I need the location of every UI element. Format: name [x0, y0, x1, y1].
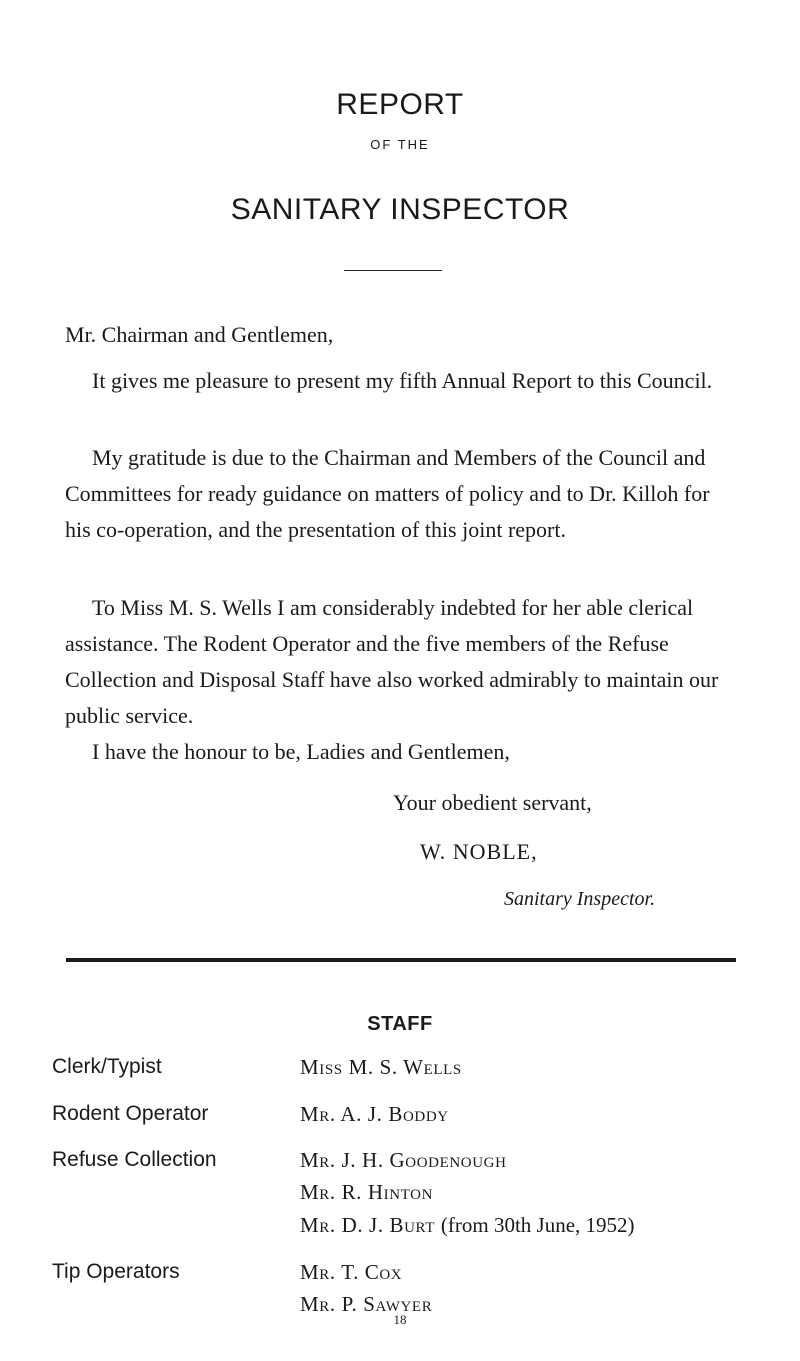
staff-role-clerk: Clerk/Typist: [52, 1055, 162, 1078]
staff-name-refuse-2: Mr. R. Hinton: [300, 1180, 434, 1204]
section-divider: [66, 958, 736, 962]
paragraph-1-text: It gives me pleasure to present my fifth Annual Report to this Council.: [92, 368, 713, 393]
signatory-title: Sanitary Inspector.: [504, 888, 656, 910]
staff-role-rodent: Rodent Operator: [52, 1102, 209, 1125]
staff-name-refuse-3: [300, 1213, 635, 1238]
title-divider: [344, 270, 442, 271]
staff-role-tip: Tip Operators: [52, 1260, 180, 1283]
staff-name-refuse-3-text: Mr. D. J. Burt: [300, 1213, 436, 1237]
paragraph-3: [65, 590, 739, 734]
salutation: Mr. Chairman and Gentlemen,: [65, 322, 334, 347]
signature: W. NOBLE,: [420, 839, 538, 864]
closing-line: I have the honour to be, Ladies and Gentlemen,: [92, 739, 510, 764]
staff-name-refuse-1: Mr. J. H. Goodenough: [300, 1148, 507, 1172]
report-heading: SANITARY INSPECTOR: [230, 193, 570, 226]
staff-name-clerk: Miss M. S. Wells: [300, 1055, 462, 1079]
paragraph-3-text: To Miss M. S. Wells I am considerably indebted for her able clerical assistance. The Rodent Operator and the five members of the Refuse Collection and Disposal Staff have also worked admirably to maintain our public service.: [65, 595, 719, 728]
report-subtitle: OF THE: [370, 137, 430, 152]
paragraph-2-text: My gratitude is due to the Chairman and Members of the Council and Committees for ready guidance on matters of policy and to Dr. Killoh for his co-operation, and the presentation of this joint report.: [65, 445, 710, 542]
staff-note-refuse-3: (from 30th June, 1952): [440, 1213, 635, 1237]
page-number: 18: [393, 1312, 407, 1327]
paragraph-2: [65, 440, 739, 548]
report-title: REPORT: [336, 88, 464, 121]
staff-name-rodent: Mr. A. J. Boddy: [300, 1102, 449, 1126]
staff-name-tip-1: Mr. T. Cox: [300, 1260, 403, 1284]
paragraph-1: [65, 363, 739, 399]
valediction: Your obedient servant,: [393, 790, 592, 815]
staff-role-refuse: Refuse Collection: [52, 1148, 217, 1171]
staff-heading: STAFF: [367, 1013, 433, 1035]
staff-name-tip-2: Mr. P. Sawyer: [300, 1292, 433, 1316]
